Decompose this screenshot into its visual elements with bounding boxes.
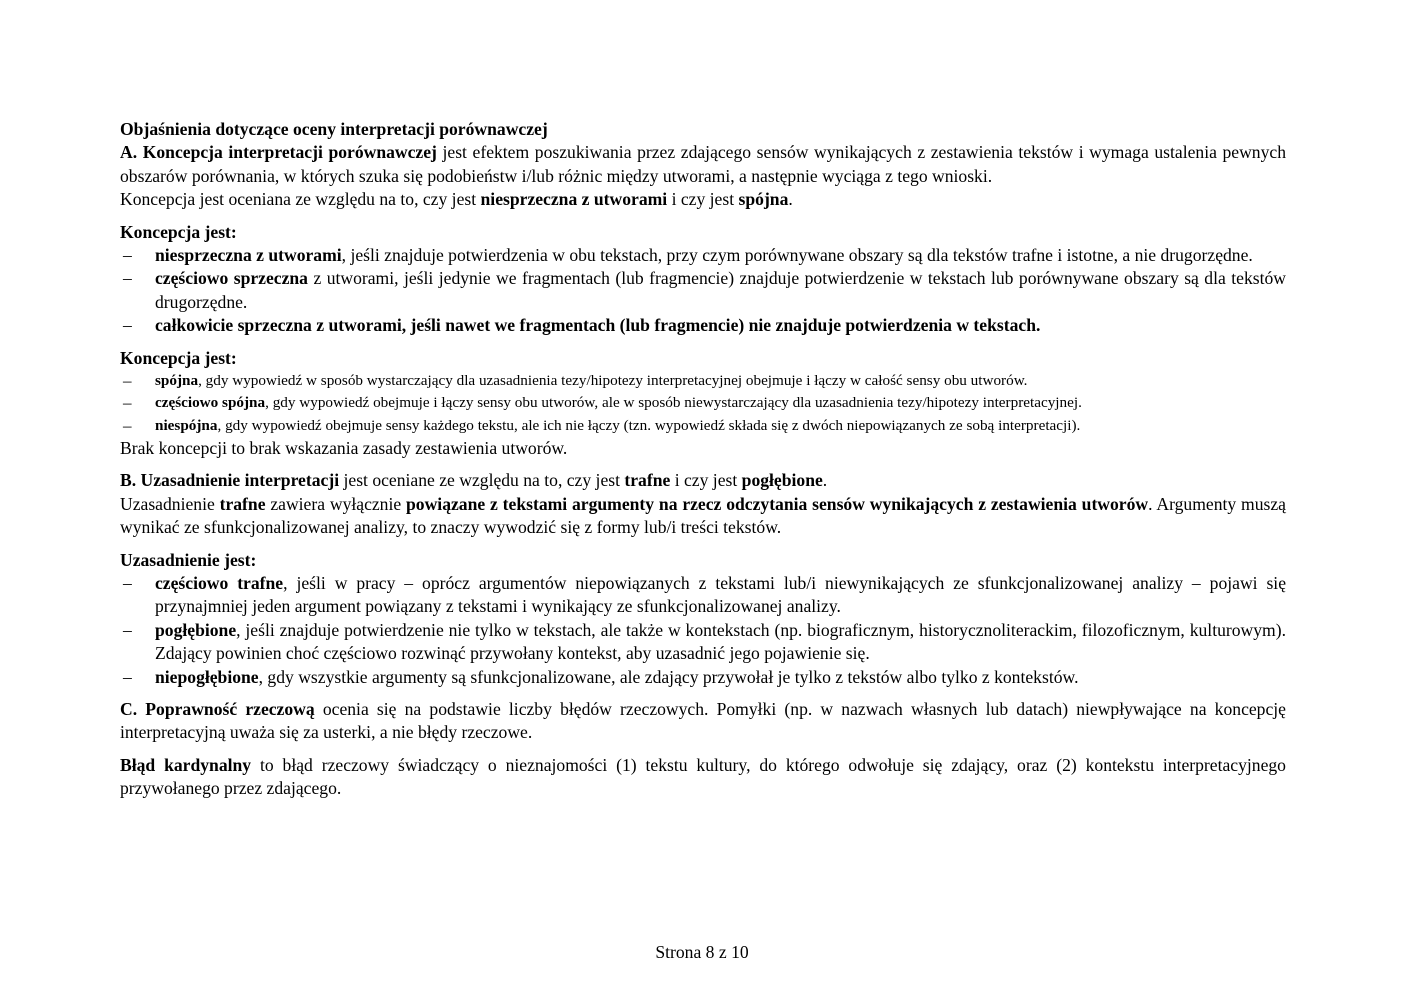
dash-bullet: –	[123, 315, 132, 336]
item-text: , gdy wypowiedź w sposób wystarczający dla uzasadnienia tezy/hipotezy interpretacyjnej obejmuje i łączy w całość sensy obu utworów.	[198, 372, 1028, 390]
section-b-line-1	[120, 469, 1286, 492]
item-bold: częściowo trafne	[155, 572, 284, 593]
dash-bullet: –	[123, 268, 132, 289]
section-a-text: jest efektem poszukiwania przez zdającego sensów wynikających z zestawienia tekstów i wymaga ustalenia pewnych obszarów porównania, w których szuka się podobieństw i/lub różnic między utworami, a następnie wyciąga z tego wnioski.	[120, 142, 1286, 186]
criteria-text-2: i czy jest	[667, 189, 739, 210]
item-bold: całkowicie sprzeczna z utworami, jeśli nawet we fragmentach (lub fragmencie) nie znajduje potwierdzenia w tekstach.	[155, 315, 1041, 336]
item-text: z utworami, jeśli jedynie we fragmentach (lub fragmencie) znajduje potwierdzenie w tekstach lub porównywane obszary są dla tekstów drugorzędne.	[155, 268, 1286, 312]
criteria-text-1: Koncepcja jest oceniana ze względu na to, czy jest	[120, 189, 481, 210]
kardynalny-text: to błąd rzeczowy świadczący o nieznajomości (1) tekstu kultury, do którego odwołuje się zdający, oraz (2) kontekstu interpretacyjnego przywołanego przez zdającego.	[120, 754, 1286, 799]
dash-bullet: –	[123, 666, 132, 687]
kardynalny-lead: Błąd kardynalny	[120, 754, 252, 775]
item-bold: niesprzeczna z utworami	[155, 245, 342, 266]
section-b-bold-3: pogłębione	[741, 470, 823, 491]
item-bold: niepogłębione	[155, 666, 259, 687]
section-b-bold-4: trafne	[219, 493, 266, 514]
list-item	[120, 415, 1286, 437]
section-c-text: ocenia się na podstawie liczby błędów rzeczowych. Pomyłki (np. w nazwach własnych lub datach) niewpływające na koncepcję interpretacyjną uważa się za usterki, a nie błędy rzeczowe.	[120, 699, 1286, 743]
item-bold: niespójna	[155, 416, 218, 434]
item-bold: pogłębione	[155, 619, 237, 640]
section-b-text-3: .	[822, 470, 828, 491]
section-b-text-6: . Argumenty muszą wynikać ze sfunkcjonalizowanej analizy, to znaczy wywodzić się z formy lub/i treści tekstów.	[120, 493, 1286, 538]
koncepcja-note: Brak koncepcji to brak wskazania zasady zestawienia utworów.	[120, 437, 568, 458]
criteria-text-3: .	[788, 189, 793, 210]
criteria-bold-1: niesprzeczna z utworami	[480, 189, 668, 210]
item-text: , jeśli znajduje potwierdzenia w obu tekstach, przy czym porównywane obszary są dla tekstów trafne i istotne, a nie drugorzędne.	[341, 245, 1253, 266]
uzasadnienie-heading: Uzasadnienie jest:	[120, 549, 257, 570]
list-item	[120, 244, 1286, 267]
item-text: , gdy wypowiedź obejmuje i łączy sensy obu utworów, ale w sposób niewystarczający dla uzasadnienia tezy/hipotezy interpretacyjnej.	[265, 394, 1082, 412]
document-body	[120, 118, 1286, 801]
item-text: , gdy wszystkie argumenty są sfunkcjonalizowane, ale zdający przywołał je tylko z tekstów albo tylko z kontekstów.	[258, 666, 1079, 687]
koncepcja-heading-2: Koncepcja jest:	[120, 347, 237, 368]
section-b-text-2: i czy jest	[670, 470, 742, 491]
item-bold: spójna	[155, 372, 199, 390]
dash-bullet: –	[123, 572, 132, 593]
section-a-paragraph	[120, 141, 1286, 188]
uzasadnienie-list	[120, 572, 1286, 689]
section-b-text-1: jest oceniane ze względu na to, czy jest	[339, 470, 625, 491]
section-b-bold-5: powiązane z tekstami argumenty na rzecz odczytania sensów wynikających z zestawienia utworów	[406, 493, 1149, 514]
item-text: , gdy wypowiedź obejmuje sensy każdego tekstu, ale ich nie łączy (tzn. wypowiedź składa się z dwóch niepowiązanych ze sobą interpretacji).	[217, 416, 1081, 434]
dash-bullet: –	[123, 245, 132, 266]
page-number: Strona 8 z 10	[655, 942, 749, 962]
koncepcja-heading-1: Koncepcja jest:	[120, 221, 237, 242]
section-b-lead: B. Uzasadnienie interpretacji	[120, 470, 340, 491]
list-item	[120, 314, 1286, 337]
criteria-bold-2: spójna	[738, 189, 789, 210]
dash-bullet: –	[123, 371, 132, 391]
section-b-bold-2: trafne	[624, 470, 671, 491]
dash-bullet: –	[123, 393, 132, 413]
item-bold: częściowo spójna	[155, 394, 266, 412]
item-text: , jeśli w pracy – oprócz argumentów niepowiązanych z tekstami lub/i niewynikających ze sfunkcjonalizowanej analizy – pojawi się przynajmniej jeden argument powiązany z tekstami i wynikający ze sfunkcjonalizowanej analizy.	[155, 572, 1287, 617]
section-c-paragraph	[120, 698, 1286, 745]
list-item	[120, 619, 1286, 666]
dash-bullet: –	[123, 619, 132, 640]
list-item	[120, 267, 1286, 314]
list-item	[120, 392, 1286, 414]
item-text: , jeśli znajduje potwierdzenie nie tylko w tekstach, ale także w kontekstach (np. biograficznym, historycznoliterackim, filozoficznym, kulturowym). Zdający powinien choć częściowo rozwinąć przywołany kontekst, aby uzasadnić jego pojawienie się.	[155, 619, 1286, 664]
kardynalny-paragraph	[120, 754, 1286, 801]
koncepcja-list-1	[120, 244, 1286, 338]
section-a-lead: A. Koncepcja interpretacji porównawczej	[120, 142, 437, 163]
section-a-criteria	[120, 188, 1286, 211]
section-b-text-5: zawiera wyłącznie	[265, 493, 407, 514]
section-c-lead: C. Poprawność rzeczową	[120, 699, 315, 720]
item-bold: częściowo sprzeczna	[155, 268, 308, 289]
list-item	[120, 666, 1286, 689]
list-item	[120, 370, 1286, 392]
list-item	[120, 572, 1286, 619]
page-title: Objaśnienia dotyczące oceny interpretacji porównawczej	[120, 119, 548, 139]
section-b-paragraph	[120, 493, 1286, 540]
section-b-text-4: Uzasadnienie	[120, 493, 220, 514]
koncepcja-list-2	[120, 370, 1286, 437]
dash-bullet: –	[123, 415, 132, 435]
